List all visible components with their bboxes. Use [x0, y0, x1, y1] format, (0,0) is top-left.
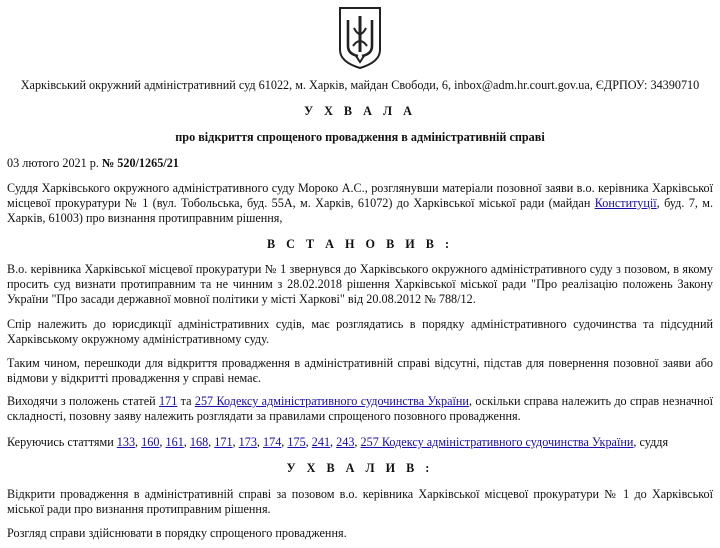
heading-established: В С Т А Н О В И В :: [266, 237, 454, 251]
guided-links: 133, 160, 161, 168, 171, 173, 174, 175, 241, 243, 257 Кодексу адміністративного судочинства України: [116, 435, 634, 449]
intro-text-end: , буд. 7, м. Харків, 61003) про визнання протиправним рішення,: [7, 196, 713, 225]
document-subtitle: про відкриття спрощеного провадження в адміністративній справі: [175, 130, 545, 144]
article-link[interactable]: 133: [116, 435, 136, 449]
date-line: [7, 156, 713, 171]
article-link[interactable]: 171: [214, 435, 233, 449]
article-link[interactable]: 161: [165, 435, 184, 449]
articles-mid: та: [177, 394, 195, 408]
article-link-257[interactable]: 257 Кодексу адміністративного судочинства України: [194, 394, 469, 408]
paragraph-claim: В.о. керівника Харківської місцевої прокуратури № 1 звернувся до Харківського окружного адміністративного суду з позовом, в якому просить суд визнати протиправним та не чинним з 28.02.2018 рішення Харківської міської ради "Про реалізацію положень Закону України "Про засади державної мовної політики у місті Харкові" від 20.08.2012 № 788/12.: [7, 262, 713, 306]
guided-prefix: Керуючись статтями: [7, 435, 117, 449]
article-link[interactable]: 243: [336, 435, 355, 449]
articles-suffix: , оскільки справа належить до справ незначної складності, позовну заяву належить розглядати за правилами спрощеного позовного провадження.: [7, 394, 713, 423]
paragraph-jurisdiction: Спір належить до юрисдикції адміністративних судів, має розглядатись в порядку адміністративного судочинства та підсудний Харківському окружному адміністративному суду.: [7, 317, 713, 346]
paragraph-no-obstacles: Таким чином, перешкоди для відкриття провадження в адміністративній справі відсутні, підстав для повернення позовної заяви або відмови у відкритті провадження у справі немає.: [7, 356, 713, 385]
intro-text: Суддя Харківського окружного адміністративного суду Мороко А.С., розглянувши матеріали позовної заяви в.о. керівника Харківської місцевої прокуратури № 1 (вул. Тобольська, буд. 55А, м. Харків, 61072) до Харківської міської ради (майдан: [7, 181, 713, 210]
article-link[interactable]: 168: [189, 435, 209, 449]
document-title: У Х В А Л А: [304, 104, 416, 118]
decision-paragraph-procedure: Розгляд справи здійснювати в порядку спрощеного провадження.: [7, 526, 347, 540]
article-link[interactable]: 241: [311, 435, 331, 449]
article-link[interactable]: 174: [263, 435, 282, 449]
heading-decided: У Х В А Л И В :: [286, 461, 434, 475]
case-number: № 520/1265/21: [101, 156, 179, 170]
court-header: Харківський окружний адміністративний суд 61022, м. Харків, майдан Свободи, 6, inbox@adm.hr.court.gov.ua, ЄДРПОУ: 34390710: [20, 78, 700, 92]
article-link[interactable]: 173: [238, 435, 257, 449]
decision-paragraph-open: Відкрити провадження в адміністративній справі за позовом в.о. керівника Харківської місцевої прокуратури № 1 до Харківської міської ради про визнання протиправним рішення.: [7, 487, 713, 516]
article-link-171[interactable]: 171: [159, 394, 178, 408]
guided-suffix: , суддя: [633, 435, 669, 449]
intro-paragraph: [7, 181, 713, 226]
articles-prefix: Виходячи з положень статей: [7, 394, 159, 408]
article-link[interactable]: 175: [287, 435, 306, 449]
constitution-link[interactable]: Конституції: [594, 196, 657, 210]
coat-of-arms-icon: [338, 6, 382, 70]
article-link[interactable]: 257 Кодексу адміністративного судочинства України: [360, 435, 634, 449]
document-date: 03 лютого 2021 р.: [7, 156, 99, 170]
article-link[interactable]: 160: [141, 435, 160, 449]
paragraph-articles: [7, 394, 713, 424]
paragraph-guided: [7, 435, 713, 450]
